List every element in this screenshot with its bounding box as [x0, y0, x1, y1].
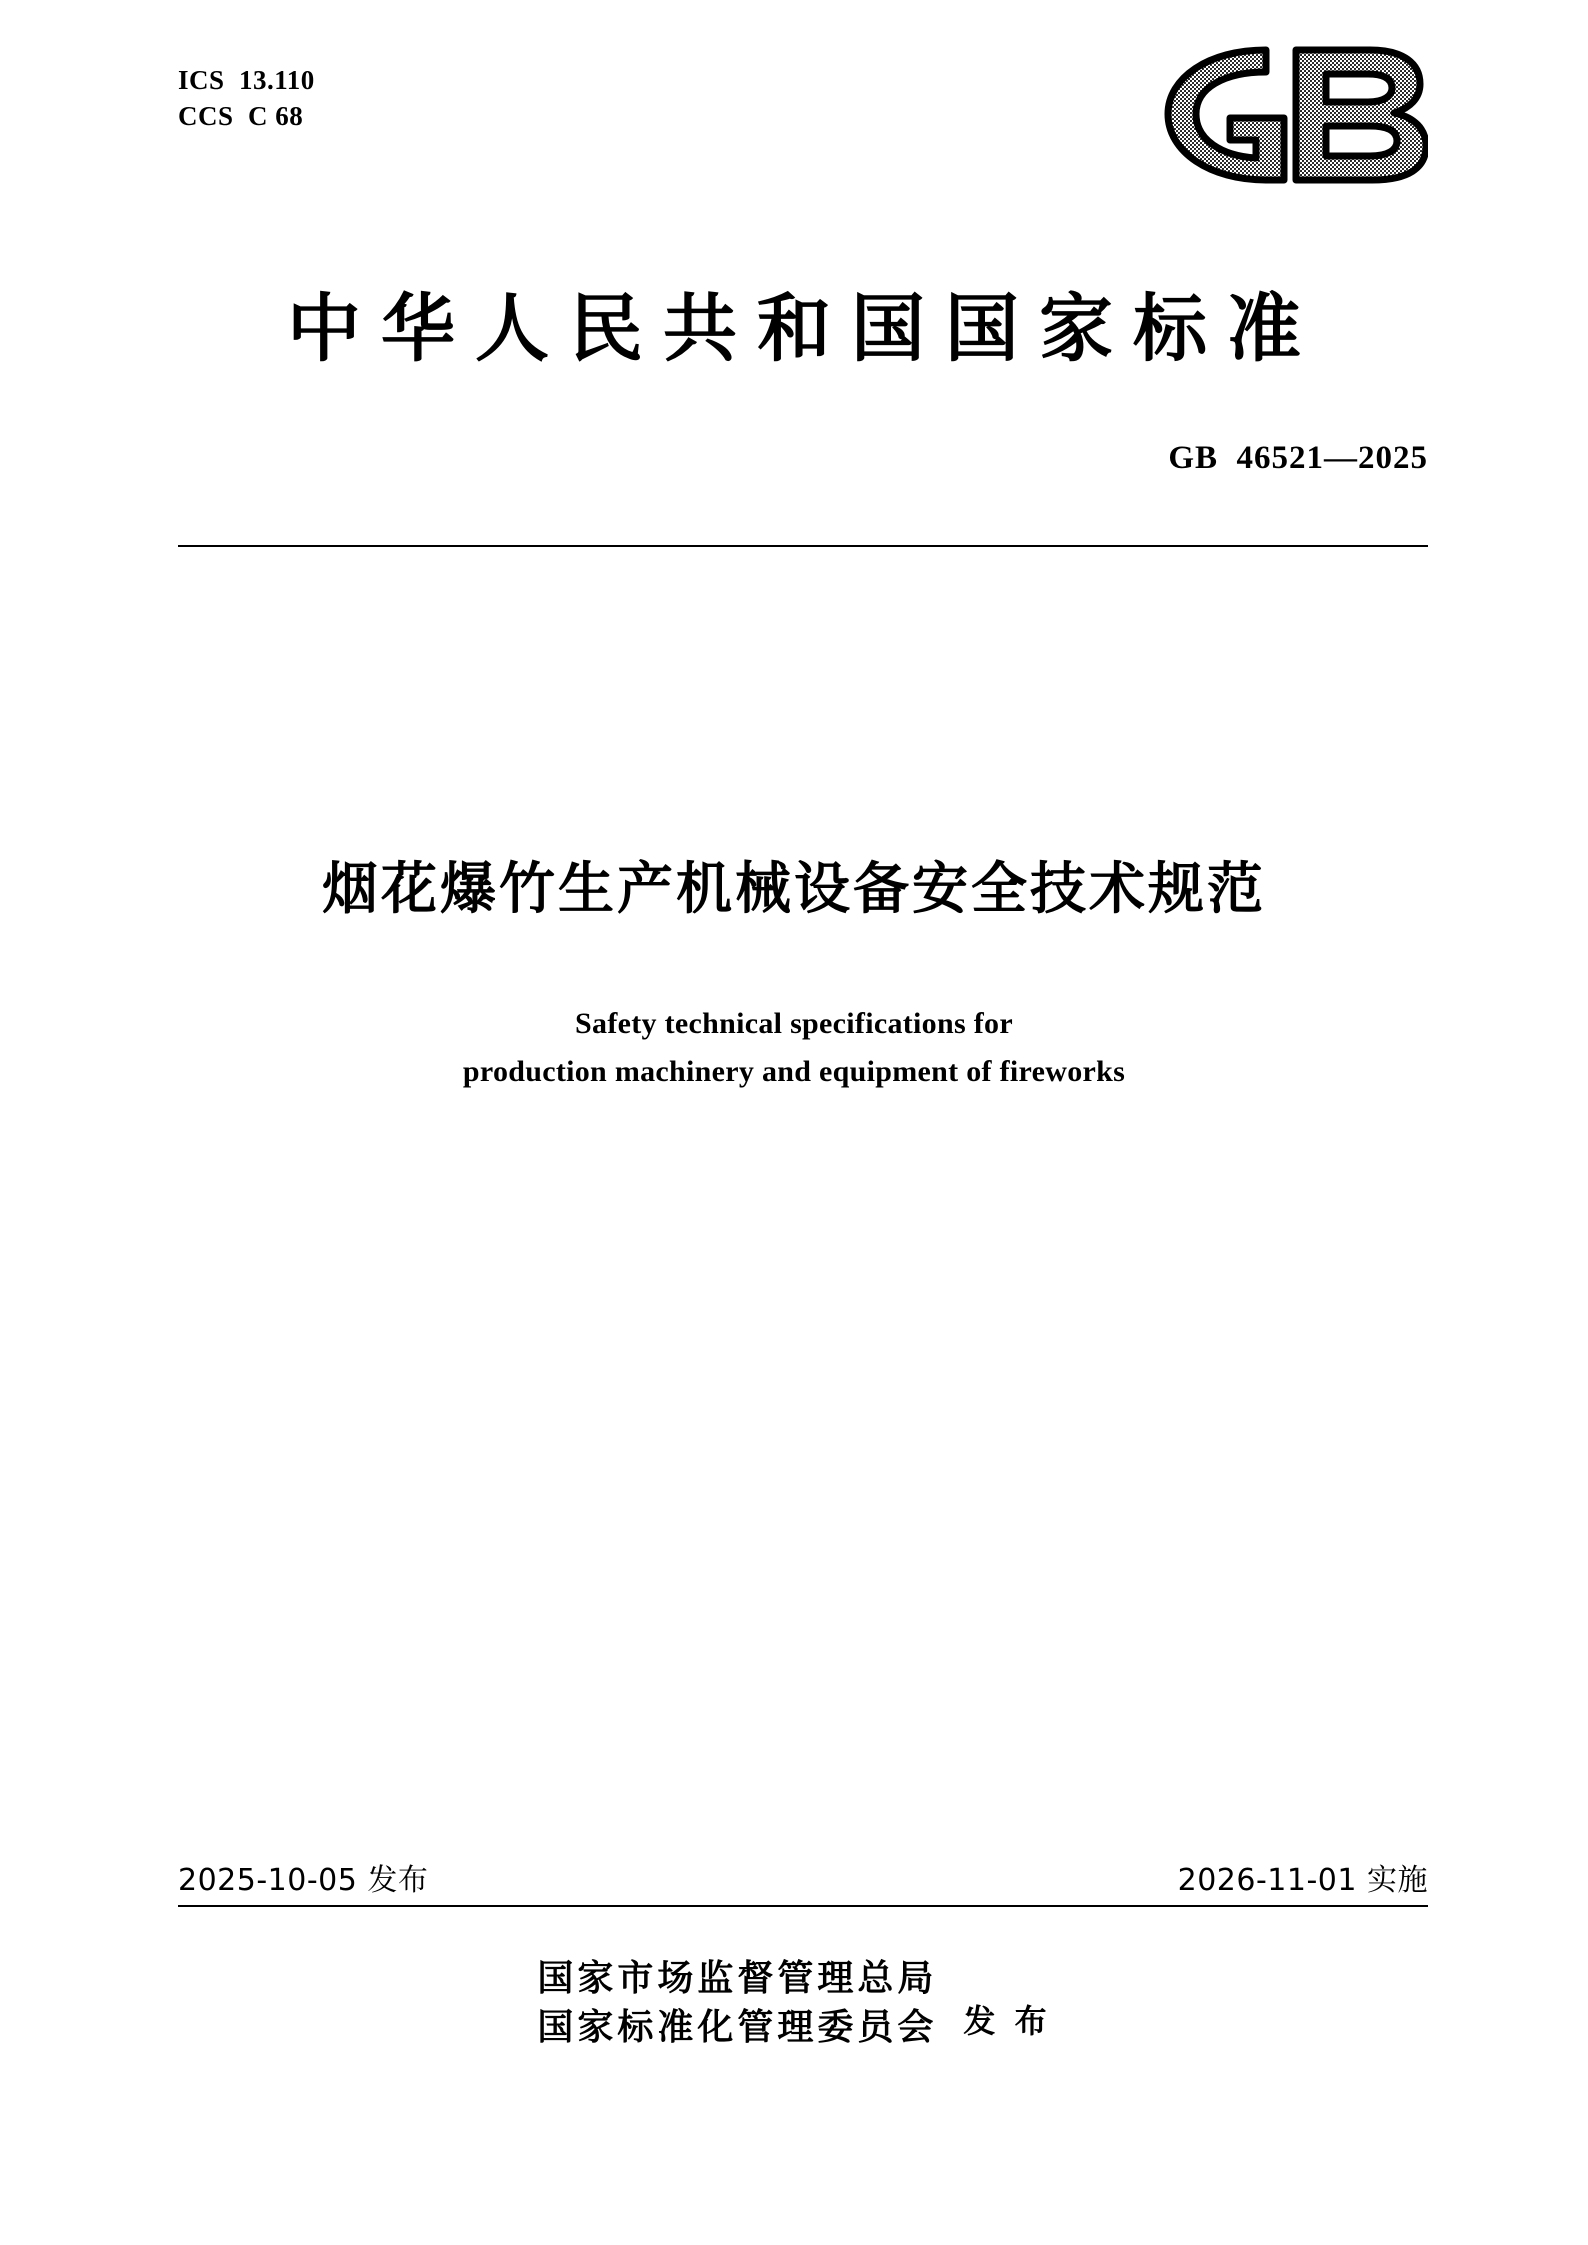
divider-bottom	[178, 1905, 1428, 1907]
page-title: 中华人民共和国国家标准	[287, 286, 1321, 372]
publisher-names	[537, 1955, 937, 2052]
classification-codes	[178, 62, 315, 135]
document-title-en-line1: Safety technical specifications for	[575, 1007, 1013, 1040]
document-title-en-line2: production machinery and equipment of fireworks	[462, 1055, 1126, 1088]
document-title-cn: 烟花爆竹生产机械设备安全技术规范	[322, 857, 1266, 922]
publisher-name-line2: 国家标准化管理委员会	[537, 2006, 938, 2048]
standard-number: GB 46521—2025	[1168, 440, 1428, 476]
issue-date: 2025-10-05 发布	[178, 1863, 429, 1898]
implementation-date: 2026-11-01 实施	[1177, 1863, 1428, 1898]
gb-emblem-icon	[1138, 40, 1428, 190]
publisher-action-label: 发 布	[963, 2002, 1051, 2041]
divider-top	[178, 545, 1428, 547]
document-title-en	[0, 1000, 1588, 1096]
ccs-code: CCS C 68	[178, 101, 304, 132]
publisher-block	[0, 1955, 1588, 2052]
publisher-name-line1: 国家市场监督管理总局	[537, 1958, 938, 1999]
ics-code: ICS 13.110	[178, 65, 315, 95]
